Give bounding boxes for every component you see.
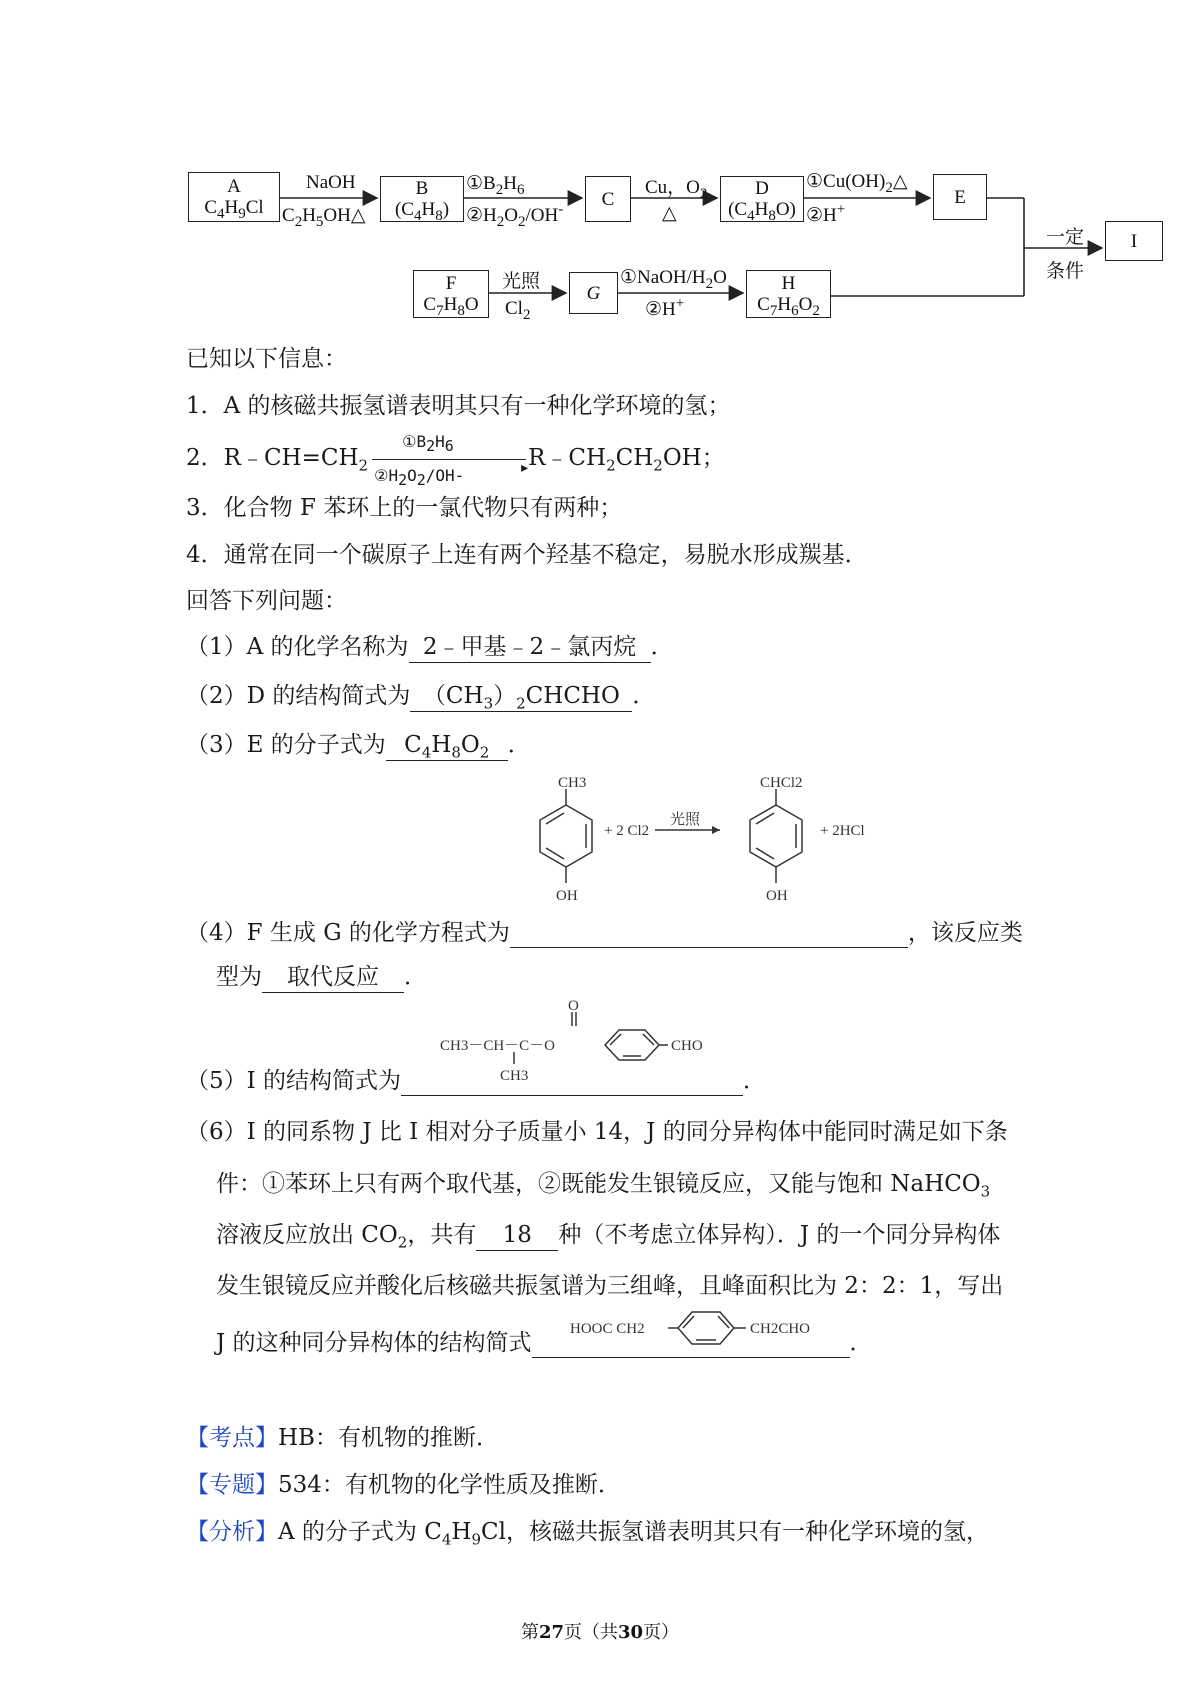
node-d-name: D [755, 178, 769, 199]
node-i-name: I [1130, 230, 1138, 252]
q4-line2-prompt: 型为 [216, 964, 262, 990]
known-item-2-lhs: 2．R﹣CH=CH [186, 445, 359, 471]
node-i [1105, 221, 1163, 261]
q4-prompt: （4）F 生成 G 的化学方程式为 [186, 920, 510, 946]
label-gh-bottom: ②H+ [645, 295, 685, 320]
label-ab-bottom: $C_2H_5OH\triangle$ [282, 205, 366, 230]
footer-page-number: 27 [538, 1622, 564, 1643]
f-bottom-group: OH [556, 888, 578, 904]
node-b-name: B [415, 178, 429, 199]
node-h-name: H [781, 273, 796, 294]
node-h-formula: $C_7H_6O_2$ [757, 294, 820, 319]
label-bc-top: $①B_2H_6$ [466, 173, 525, 198]
q3-prompt: （3）E 的分子式为 [186, 732, 386, 758]
node-a-name: A [227, 176, 241, 197]
node-g-name: G [586, 282, 601, 304]
question-5: （5）I 的结构简式为 ． [186, 1068, 767, 1094]
node-f [413, 270, 489, 318]
q5-blank [401, 1071, 743, 1096]
q4-answer: 取代反应 [262, 962, 404, 993]
zhuanti-line [186, 1470, 621, 1500]
question-6-line-1: （6）I 的同系物 J 比 I 相对分子质量小 14，J 的同分异构体中能同时满足如下条 [186, 1119, 1008, 1145]
question-6-line-2: 件：①苯环上只有两个取代基，②既能发生银镜反应，又能与饱和 NaHCO$_3$ [216, 1171, 991, 1201]
zhuanti-text: 534：有机物的化学性质及推断． [278, 1472, 621, 1498]
question-6-line-5: J 的这种同分异构体的结构简式 ． [216, 1330, 873, 1356]
node-c [585, 176, 631, 222]
eq-reagent: + 2 Cl2 [604, 823, 650, 839]
i-aldehyde: CHO [671, 1038, 703, 1054]
question-1: （1）A 的化学名称为 2﹣甲基﹣2﹣氯丙烷 ． [186, 632, 674, 663]
q6-line3-prompt: 溶液反应放出 $CO_2$，共有 [216, 1222, 477, 1252]
known-item-2: 2．$R﹣CH=CH_2$ $①B_2H_6$ ▸ $②H_2O_2/OH-$ $R﹣CH_2CH_2OH$； [186, 443, 725, 473]
label-cd-top: Cu，$O_2$ [645, 177, 708, 202]
q4-suffix: ，该反应类 [907, 920, 1023, 946]
question-2: （2）D 的结构简式为 $(CH_3)_2CHCHO$ ． [186, 683, 656, 713]
node-g [569, 272, 618, 314]
question-6-line-4: 发生银镜反应并酸化后核磁共振氢谱为三组峰，且峰面积比为 2：2：1，写出 [216, 1273, 1004, 1299]
q1-answer: 2﹣甲基﹣2﹣氯丙烷 [409, 632, 651, 663]
questions-heading: 回答下列问题： [186, 588, 347, 614]
node-e-name: E [954, 186, 966, 208]
q4-blank [510, 923, 908, 948]
footer-pre: 第 [520, 1622, 539, 1643]
node-b-formula: $(C_4H_8)$ [394, 199, 450, 224]
label-de-top: $①Cu(OH)_2\triangle$ [806, 171, 908, 196]
node-c-name: C [601, 188, 615, 210]
label-fg-bottom: $Cl_2$ [505, 298, 531, 323]
footer-total-pages: 30 [618, 1622, 644, 1643]
benzene-ring-g [750, 805, 802, 867]
known-item-4: 4．通常在同一个碳原子上连有两个羟基不稳定，易脱水形成羰基． [186, 542, 868, 568]
kaodian-line [186, 1423, 499, 1453]
fenxi-line [186, 1517, 989, 1547]
q3-answer: $C_4H_8O_2$ [386, 730, 508, 761]
label-de-bottom: ②H+ [806, 201, 846, 226]
q6-answer: 18 [476, 1220, 558, 1251]
node-d [720, 176, 804, 222]
q6-line3-suffix: 种（不考虑立体异构）．J 的一个同分异构体 [558, 1222, 1001, 1248]
eq-condition: 光照 [670, 812, 701, 828]
footer-post: 页） [643, 1622, 680, 1643]
g-bottom-group: OH [766, 888, 788, 904]
label-bc-bottom: $②H_2O_2/OH^-$ [466, 201, 564, 230]
known-item-2-rhs: $R﹣CH_2CH_2OH$； [528, 445, 725, 475]
reaction-above: $①B_2H_6$ [402, 432, 454, 456]
node-f-name: F [445, 273, 457, 294]
i-methyl: CH3 [500, 1068, 529, 1084]
node-h [746, 270, 831, 318]
eq-byproduct: + 2HCl [820, 823, 865, 839]
g-top-group: CHCl2 [760, 775, 803, 791]
question-4 [186, 918, 1023, 948]
j-right-group: CH2CHO [750, 1321, 811, 1337]
node-d-formula: $(C_4H_8O)$ [728, 199, 796, 224]
question-6-line-3 [216, 1220, 1000, 1251]
q1-prompt: （1）A 的化学名称为 [186, 634, 409, 660]
reaction-below: $②H_2O_2/OH-$ [374, 466, 465, 490]
label-ab-top: NaOH [306, 172, 356, 193]
node-f-formula: $C_7H_8O$ [423, 294, 479, 319]
reaction-arrow: $①B_2H_6$ ▸ $②H_2O_2/OH-$ [368, 443, 528, 473]
label-ei-bottom: 条件 [1046, 261, 1085, 282]
i-oxo: O [568, 1000, 579, 1014]
label-fg-top: 光照 [502, 271, 541, 292]
node-a-formula: $C_4H_9Cl$ [204, 197, 264, 222]
j-left-group: HOOC CH2 [570, 1321, 645, 1337]
fenxi-text: A 的分子式为 $C_4H_9Cl$，核磁共振氢谱表明其只有一种化学环境的氢， [278, 1519, 989, 1549]
node-e [933, 174, 987, 220]
known-item-1: 1．A 的核磁共振氢谱表明其只有一种化学环境的氢； [186, 393, 731, 419]
label-gh-top: ①NaOH/$H_2O$ [620, 267, 727, 292]
f-to-g-equation [520, 775, 920, 935]
benzene-ring-f [540, 805, 592, 867]
i-chain: CH3－CH－C－O [440, 1038, 556, 1054]
page-footer [0, 1618, 1200, 1644]
label-ei-top: 一定 [1046, 227, 1085, 248]
q6-blank [532, 1333, 850, 1358]
known-heading: 已知以下信息： [186, 346, 347, 372]
zhuanti-tag: 【专题】 [186, 1472, 278, 1498]
q2-answer: $(CH_3)_2CHCHO$ [410, 681, 632, 712]
question-4-line-2: 型为 取代反应 ． [216, 962, 427, 993]
label-cd-bottom: △ [662, 203, 677, 224]
known-item-3: 3．化合物 F 苯环上的一氯代物只有两种； [186, 495, 623, 521]
kaodian-text: HB：有机物的推断． [278, 1425, 499, 1451]
kaodian-tag: 【考点】 [186, 1425, 278, 1451]
f-top-group: CH3 [558, 775, 587, 791]
footer-mid: 页（共 [564, 1622, 618, 1643]
question-3: （3）E 的分子式为 $C_4H_8O_2$ ． [186, 732, 531, 762]
fenxi-tag: 【分析】 [186, 1519, 278, 1545]
node-a [188, 172, 280, 222]
q2-prompt: （2）D 的结构简式为 [186, 683, 411, 709]
node-b [380, 176, 464, 222]
q5-prompt: （5）I 的结构简式为 [186, 1068, 402, 1094]
q6-line5-prompt: J 的这种同分异构体的结构简式 [216, 1330, 532, 1356]
